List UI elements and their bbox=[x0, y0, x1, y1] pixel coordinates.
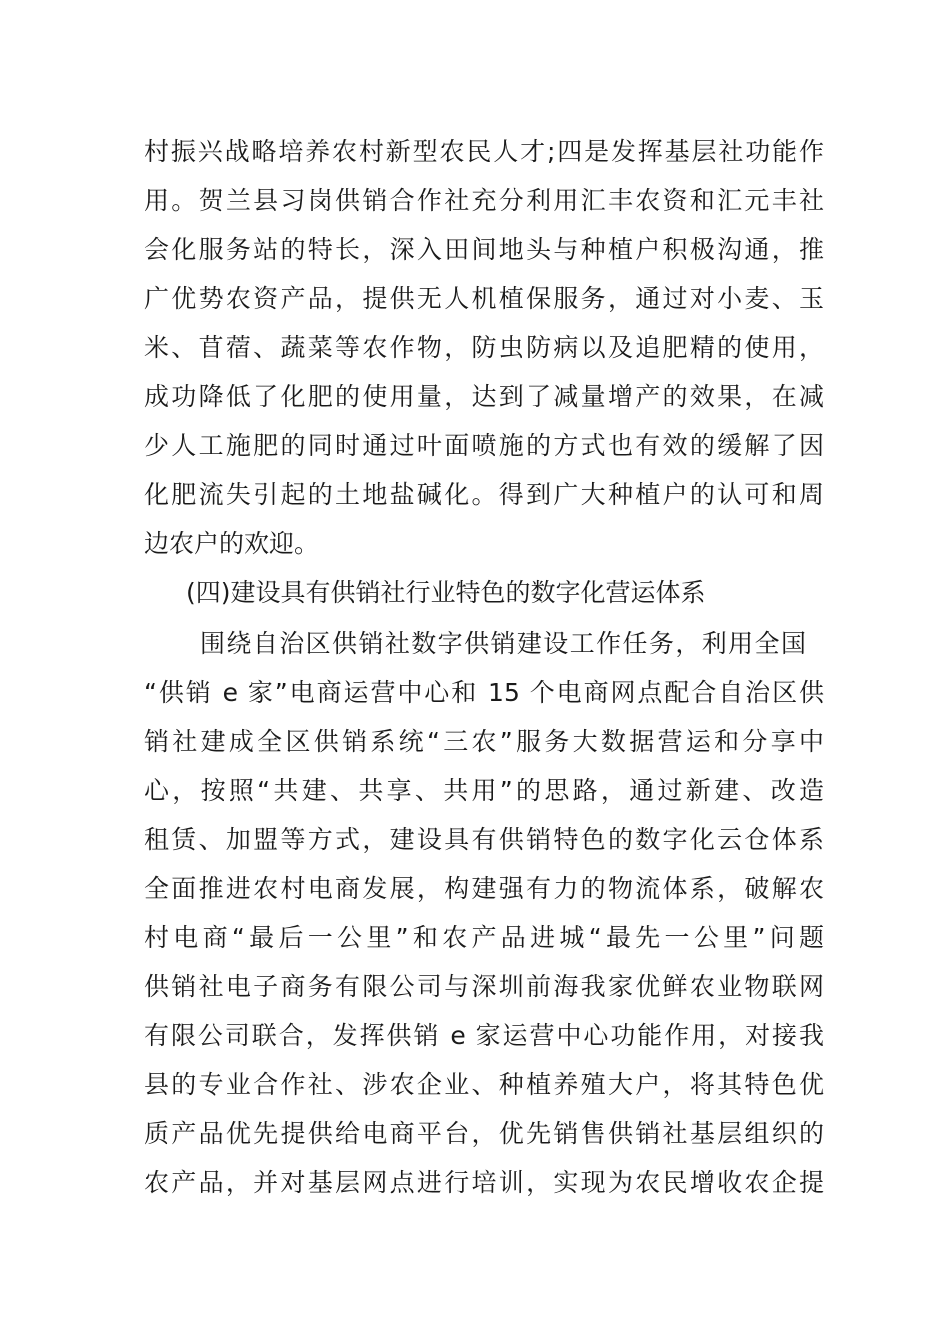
paragraph-line: 租赁、加盟等方式，建设具有供销特色的数字化云仓体系 bbox=[144, 825, 824, 854]
paragraph-line: 全面推进农村电商发展，构建强有力的物流体系，破解农 bbox=[144, 874, 824, 903]
paragraph-line: 供销社电子商务有限公司与深圳前海我家优鲜农业物联网 bbox=[144, 972, 824, 1001]
paragraph-line: 广优势农资产品，提供无人机植保服务，通过对小麦、玉 bbox=[144, 284, 824, 313]
paragraph-line: 农产品，并对基层网点进行培训，实现为农民增收农企提 bbox=[144, 1168, 824, 1197]
paragraph-line: 有限公司联合，发挥供销 e 家运营中心功能作用，对接我 bbox=[144, 1021, 824, 1050]
paragraph-line: 心，按照“共建、共享、共用”的思路，通过新建、改造 bbox=[144, 776, 824, 805]
paragraph-line: 米、苜蓿、蔬菜等农作物，防虫防病以及追肥精的使用， bbox=[144, 333, 824, 362]
paragraph-line: 质产品优先提供给电商平台，优先销售供销社基层组织的 bbox=[144, 1119, 824, 1148]
paragraph-line: “供销 e 家”电商运营中心和 15 个电商网点配合自治区供 bbox=[144, 678, 824, 707]
paragraph-line: 围绕自治区供销社数字供销建设工作任务，利用全国 bbox=[200, 629, 806, 658]
paragraph-line: 村电商“最后一公里”和农产品进城“最先一公里”问题 bbox=[144, 923, 824, 952]
paragraph-line: 用。贺兰县习岗供销合作社充分利用汇丰农资和汇元丰社 bbox=[144, 186, 824, 215]
paragraph-line: 村振兴战略培养农村新型农民人才;四是发挥基层社功能作 bbox=[144, 137, 824, 166]
paragraph-line: 销社建成全区供销系统“三农”服务大数据营运和分享中 bbox=[144, 727, 824, 756]
paragraph-line: 少人工施肥的同时通过叶面喷施的方式也有效的缓解了因 bbox=[144, 431, 824, 460]
paragraph-line: 县的专业合作社、涉农企业、种植养殖大户，将其特色优 bbox=[144, 1070, 824, 1099]
paragraph-line: 边农户的欢迎。 bbox=[144, 529, 320, 558]
paragraph-line: 会化服务站的特长，深入田间地头与种植户积极沟通，推 bbox=[144, 235, 824, 264]
paragraph-line: 成功降低了化肥的使用量，达到了减量增产的效果，在减 bbox=[144, 382, 824, 411]
section-heading: (四)建设具有供销社行业特色的数字化营运体系 bbox=[186, 578, 706, 607]
paragraph-line: 化肥流失引起的土地盐碱化。得到广大种植户的认可和周 bbox=[144, 480, 824, 509]
